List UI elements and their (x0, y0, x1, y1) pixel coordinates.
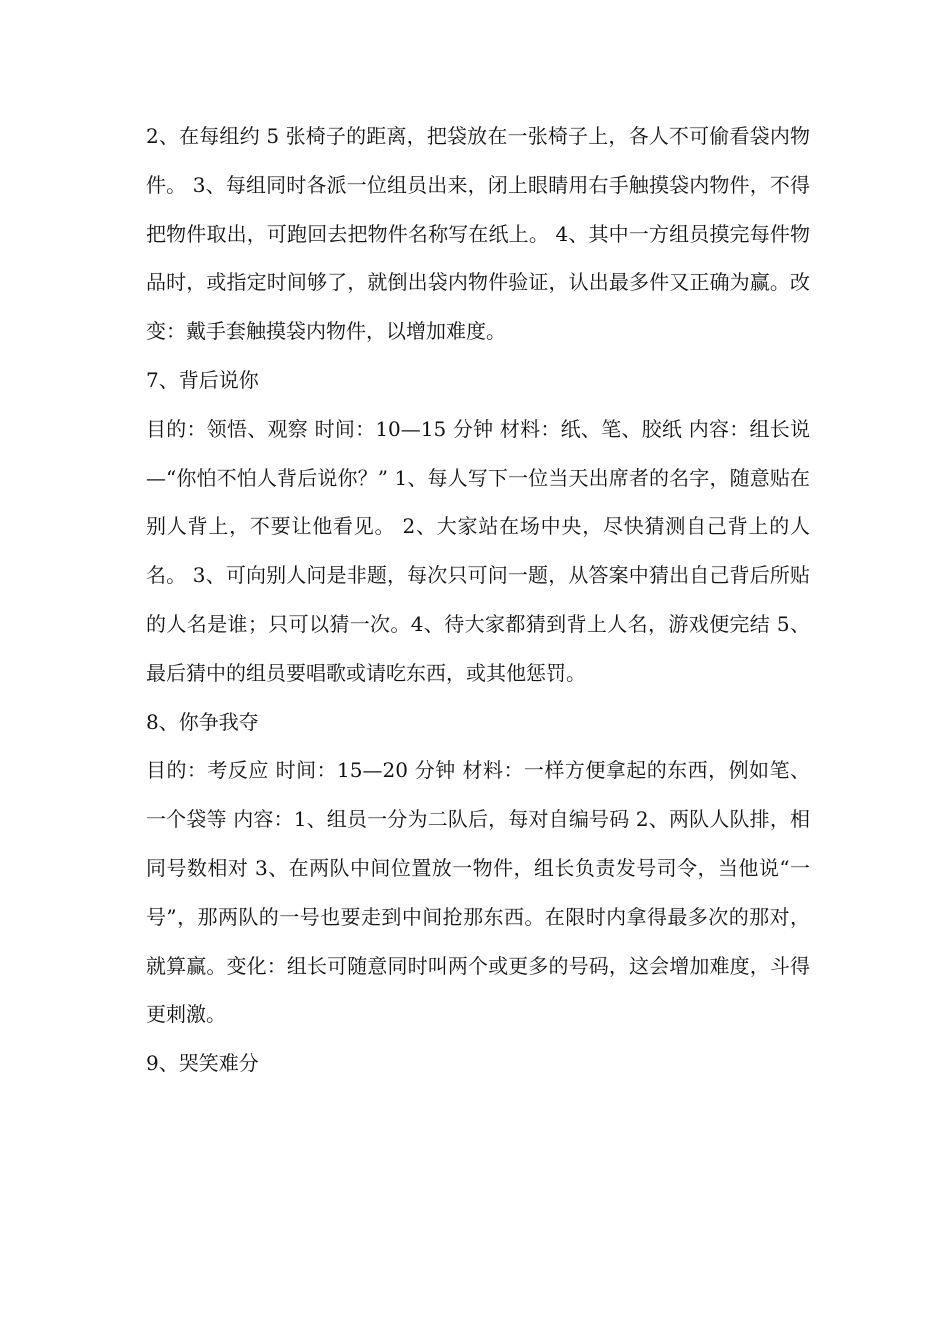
heading-game-9: 9、哭笑难分 (146, 1051, 259, 1076)
heading-game-7: 7、背后说你 (146, 367, 259, 392)
paragraph-game-6-steps: 2、在每组约 5 张椅子的距离，把袋放在一张椅子上，各人不可偷看袋内物件。 3、每组同时各派一位组员出来，闭上眼睛用右手触摸袋内物件，不得把物件取出，可跑回去把物件名称写在纸上。 4、其中一方组员摸完每件物品时，或指定时间够了，就倒出袋内物件验证，认出最多件又正确为赢。改变：戴手套触摸袋内物件，以增加难度。 (146, 124, 810, 344)
document-body (146, 112, 810, 1088)
heading-game-8: 8、你争我夺 (146, 709, 259, 734)
paragraph-game-8: 目的：考反应 时间：15—20 分钟 材料：一样方便拿起的东西，例如笔、一个袋等 内容：1、组员一分为二队后，每对自编号码 2、两队人队排，相同号数相对 3、在两队中间位置放一物件，组长负责发号司令，当他说“一号”，那两队的一号也要走到中间抢那东西。在限时内拿得最多次的那对，就算赢。变化：组长可随意同时叫两个或更多的号码，这会增加难度，斗得更刺激。 (146, 758, 810, 1027)
paragraph-game-7: 目的：领悟、观察 时间：10—15 分钟 材料：纸、笔、胶纸 内容：组长说—“你怕不怕人背后说你？” 1、每人写下一位当天出席者的名字，随意贴在别人背上，不要让他看见。 2、大家站在场中央，尽快猜测自己背上的人名。 3、可向别人问是非题，每次只可问一题，从答案中猜出自己背后所贴的人名是谁；只可以猜一次。4、待大家都猜到背上人名，游戏便完结 5、最后猜中的组员要唱歌或请吃东西，或其他惩罚。 (146, 416, 810, 685)
